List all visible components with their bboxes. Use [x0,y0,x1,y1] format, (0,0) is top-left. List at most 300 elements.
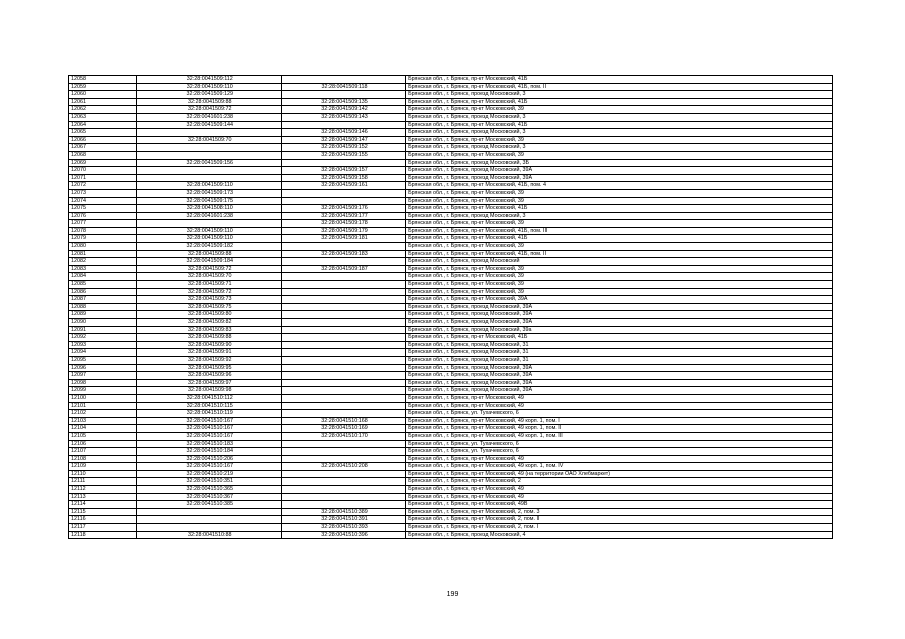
address-cell: Брянская обл., г. Брянск, проезд Московский, 3 [406,144,833,152]
cadastral-number-cell [136,174,281,182]
table-row [69,273,833,281]
table-row [69,98,833,106]
related-cadastral-number-cell [281,486,405,494]
address-cell: Брянская обл., г. Брянск, проезд Московский, 3Б [406,159,833,167]
table-body [69,76,833,539]
table-row [69,296,833,304]
table-row [69,516,833,524]
row-number-cell: 12059 [69,83,137,91]
related-cadastral-number-cell [281,440,405,448]
row-number-cell: 12079 [69,235,137,243]
row-number-cell: 12085 [69,281,137,289]
table-row [69,159,833,167]
table-row [69,387,833,395]
table-row [69,227,833,235]
address-cell: Брянская обл., г. Брянск, ул. Тухачевского, 6 [406,410,833,418]
cadastral-number-cell: 32:28:0041601:238 [136,212,281,220]
address-cell: Брянская обл., г. Брянск, проезд Московский, 39А [406,303,833,311]
related-cadastral-number-cell: 32:28:0041509:135 [281,98,405,106]
address-cell: Брянская обл., г. Брянск, пр-кт Московский, 39 [406,273,833,281]
address-cell: Брянская обл., г. Брянск, ул. Тухачевского, 6 [406,448,833,456]
address-cell: Брянская обл., г. Брянск, пр-кт Московский, 49В [406,501,833,509]
address-cell: Брянская обл., г. Брянск, проезд Московский, 4 [406,531,833,539]
table-row [69,243,833,251]
related-cadastral-number-cell [281,478,405,486]
related-cadastral-number-cell [281,334,405,342]
cadastral-number-cell: 32:28:0041510:167 [136,432,281,440]
cadastral-number-cell [136,129,281,137]
address-cell: Брянская обл., г. Брянск, пр-кт Московский, 49 корп. 1, пом. II [406,425,833,433]
cadastral-number-cell: 32:28:0041509:98 [136,387,281,395]
related-cadastral-number-cell [281,281,405,289]
related-cadastral-number-cell [281,243,405,251]
address-cell: Брянская обл., г. Брянск, проезд Московский, 39а [406,326,833,334]
cadastral-number-cell [136,508,281,516]
related-cadastral-number-cell: 32:28:0041509:152 [281,144,405,152]
related-cadastral-number-cell: 32:28:0041509:118 [281,83,405,91]
related-cadastral-number-cell [281,448,405,456]
address-cell: Брянская обл., г. Брянск, пр-кт Московский, 41Б [406,235,833,243]
cadastral-number-cell: 32:28:0041509:75 [136,303,281,311]
table-row [69,136,833,144]
cadastral-number-cell: 32:28:0041509:83 [136,326,281,334]
cadastral-number-cell: 32:28:0041509:110 [136,182,281,190]
table-row [69,91,833,99]
address-cell: Брянская обл., г. Брянск, пр-кт Московский, 41Б [406,76,833,84]
address-cell: Брянская обл., г. Брянск, пр-кт Московский, 41Б, пом. II [406,250,833,258]
cadastral-number-cell: 32:28:0041510:115 [136,402,281,410]
table-row [69,372,833,380]
related-cadastral-number-cell [281,258,405,266]
related-cadastral-number-cell: 32:28:0041510:169 [281,425,405,433]
address-cell: Брянская обл., г. Брянск, пр-кт Московский, 39 [406,197,833,205]
row-number-cell: 12091 [69,326,137,334]
related-cadastral-number-cell: 32:28:0041509:178 [281,220,405,228]
cadastral-number-cell: 32:28:0041509:88 [136,334,281,342]
cadastral-number-cell: 32:28:0041509:90 [136,341,281,349]
address-cell: Брянская обл., г. Брянск, пр-кт Московский, 41Б, пом. III [406,227,833,235]
row-number-cell: 12090 [69,319,137,327]
page-number: 199 [446,591,459,598]
cadastral-register-table [68,75,833,539]
row-number-cell: 12096 [69,364,137,372]
cadastral-number-cell [136,167,281,175]
row-number-cell: 12073 [69,189,137,197]
address-cell: Брянская обл., г. Брянск, проезд Московский, 3 [406,91,833,99]
related-cadastral-number-cell: 32:28:0041509:176 [281,205,405,213]
row-number-cell: 12108 [69,455,137,463]
row-number-cell: 12114 [69,501,137,509]
table-row [69,334,833,342]
row-number-cell: 12083 [69,265,137,273]
address-cell: Брянская обл., г. Брянск, пр-кт Московский, 49 [406,402,833,410]
row-number-cell: 12104 [69,425,137,433]
address-cell: Брянская обл., г. Брянск, проезд Московский, 39А [406,387,833,395]
table-row [69,394,833,402]
cadastral-number-cell: 32:28:0041510:351 [136,478,281,486]
table-row [69,121,833,129]
cadastral-number-cell [136,220,281,228]
address-cell: Брянская обл., г. Брянск, пр-кт Московский, 41Б [406,205,833,213]
table-row [69,265,833,273]
row-number-cell: 12082 [69,258,137,266]
row-number-cell: 12088 [69,303,137,311]
related-cadastral-number-cell: 32:28:0041510:208 [281,463,405,471]
cadastral-number-cell: 32:28:0041509:72 [136,106,281,114]
table-row [69,113,833,121]
cadastral-number-cell: 32:28:0041509:112 [136,76,281,84]
table-row [69,486,833,494]
row-number-cell: 12062 [69,106,137,114]
related-cadastral-number-cell [281,273,405,281]
cadastral-number-cell: 32:28:0041509:96 [136,372,281,380]
related-cadastral-number-cell [281,379,405,387]
related-cadastral-number-cell [281,394,405,402]
address-cell: Брянская обл., г. Брянск, пр-кт Московский, 41Б, пом. II [406,83,833,91]
table-row [69,220,833,228]
row-number-cell: 12070 [69,167,137,175]
cadastral-number-cell: 32:28:0041510:112 [136,394,281,402]
cadastral-number-cell: 32:28:0041509:182 [136,243,281,251]
cadastral-number-cell: 32:28:0041510:183 [136,440,281,448]
row-number-cell: 12074 [69,197,137,205]
row-number-cell: 12084 [69,273,137,281]
address-cell: Брянская обл., г. Брянск, пр-кт Московский, 39 [406,136,833,144]
row-number-cell: 12100 [69,394,137,402]
address-cell: Брянская обл., г. Брянск, проезд Московский, 3 [406,113,833,121]
table-row [69,501,833,509]
cadastral-number-cell: 32:28:0041510:167 [136,417,281,425]
table-row [69,144,833,152]
address-cell: Брянская обл., г. Брянск, пр-кт Московский, 49 [406,486,833,494]
table-row [69,235,833,243]
row-number-cell: 12089 [69,311,137,319]
cadastral-number-cell: 32:28:0041601:238 [136,113,281,121]
row-number-cell: 12110 [69,470,137,478]
table-row [69,356,833,364]
table-row [69,410,833,418]
address-cell: Брянская обл., г. Брянск, проезд Московский, 3 [406,212,833,220]
related-cadastral-number-cell: 32:28:0041509:143 [281,113,405,121]
table-row [69,281,833,289]
related-cadastral-number-cell: 32:28:0041509:158 [281,174,405,182]
related-cadastral-number-cell [281,197,405,205]
related-cadastral-number-cell [281,402,405,410]
related-cadastral-number-cell: 32:28:0041510:391 [281,516,405,524]
cadastral-number-cell: 32:28:0041510:367 [136,493,281,501]
row-number-cell: 12086 [69,288,137,296]
related-cadastral-number-cell [281,410,405,418]
row-number-cell: 12066 [69,136,137,144]
address-cell: Брянская обл., г. Брянск, проезд Московский, 39А [406,167,833,175]
address-cell: Брянская обл., г. Брянск, пр-кт Московский, 41Б [406,334,833,342]
table-row [69,463,833,471]
cadastral-number-cell: 32:28:0041509:95 [136,364,281,372]
table-row [69,364,833,372]
row-number-cell: 12105 [69,432,137,440]
table-row [69,182,833,190]
cadastral-number-cell: 32:28:0041509:70 [136,136,281,144]
cadastral-number-cell: 32:28:0041509:80 [136,311,281,319]
cadastral-number-cell: 32:28:0041509:71 [136,281,281,289]
address-cell: Брянская обл., г. Брянск, проезд Московский, 39А [406,372,833,380]
address-cell: Брянская обл., г. Брянск, проезд Московский, 31 [406,341,833,349]
address-cell: Брянская обл., г. Брянск, пр-кт Московский, 39 [406,189,833,197]
related-cadastral-number-cell: 32:28:0041509:155 [281,151,405,159]
table-row [69,258,833,266]
address-cell: Брянская обл., г. Брянск, пр-кт Московский, 39 [406,281,833,289]
address-cell: Брянская обл., г. Брянск, проезд Московский, 39А [406,174,833,182]
cadastral-number-cell: 32:28:0041510:219 [136,470,281,478]
address-cell: Брянская обл., г. Брянск, пр-кт Московский, 39 [406,243,833,251]
row-number-cell: 12069 [69,159,137,167]
cadastral-number-cell: 32:28:0041509:110 [136,235,281,243]
address-cell: Брянская обл., г. Брянск, пр-кт Московский, 39А [406,296,833,304]
cadastral-number-cell: 32:28:0041509:129 [136,91,281,99]
cadastral-number-cell: 32:28:0041509:72 [136,288,281,296]
row-number-cell: 12094 [69,349,137,357]
address-cell: Брянская обл., г. Брянск, пр-кт Московский, 2 [406,478,833,486]
table-row [69,76,833,84]
address-cell: Брянская обл., г. Брянск, проезд Московский, 39А [406,311,833,319]
address-cell: Брянская обл., г. Брянск, пр-кт Московский, 41Б [406,121,833,129]
cadastral-number-cell: 32:28:0041509:97 [136,379,281,387]
address-cell: Брянская обл., г. Брянск, пр-кт Московский, 49 (на территории ОАО Хлебмаркет) [406,470,833,478]
table-row [69,493,833,501]
row-number-cell: 12076 [69,212,137,220]
table-row [69,531,833,539]
row-number-cell: 12113 [69,493,137,501]
related-cadastral-number-cell: 32:28:0041509:142 [281,106,405,114]
row-number-cell: 12064 [69,121,137,129]
address-cell: Брянская обл., г. Брянск, пр-кт Московский, 49 [406,394,833,402]
related-cadastral-number-cell: 32:28:0041510:389 [281,508,405,516]
related-cadastral-number-cell: 32:28:0041510:168 [281,417,405,425]
cadastral-number-cell: 32:28:0041509:72 [136,265,281,273]
address-cell: Брянская обл., г. Брянск, пр-кт Московский, 49 [406,455,833,463]
related-cadastral-number-cell [281,349,405,357]
related-cadastral-number-cell [281,501,405,509]
cadastral-number-cell: 32:28:0041509:92 [136,356,281,364]
table-row [69,303,833,311]
cadastral-number-cell [136,144,281,152]
cadastral-number-cell: 32:28:0041509:88 [136,250,281,258]
related-cadastral-number-cell [281,455,405,463]
cadastral-number-cell: 32:28:0041510:184 [136,448,281,456]
address-cell: Брянская обл., г. Брянск, пр-кт Московский, 39 [406,151,833,159]
row-number-cell: 12068 [69,151,137,159]
related-cadastral-number-cell: 32:28:0041509:147 [281,136,405,144]
related-cadastral-number-cell: 32:28:0041509:177 [281,212,405,220]
related-cadastral-number-cell [281,319,405,327]
table-row [69,83,833,91]
address-cell: Брянская обл., г. Брянск, проезд Московский, 39А [406,379,833,387]
table-row [69,379,833,387]
address-cell: Брянская обл., г. Брянск, пр-кт Московский, 2, пом. 3 [406,508,833,516]
table-row [69,425,833,433]
related-cadastral-number-cell [281,356,405,364]
related-cadastral-number-cell [281,121,405,129]
address-cell: Брянская обл., г. Брянск, пр-кт Московский, 49 [406,493,833,501]
table-row [69,508,833,516]
related-cadastral-number-cell [281,470,405,478]
cadastral-number-cell: 32:28:0041510:206 [136,455,281,463]
table-row [69,151,833,159]
table-row [69,432,833,440]
address-cell: Брянская обл., г. Брянск, пр-кт Московский, 39 [406,220,833,228]
related-cadastral-number-cell [281,303,405,311]
row-number-cell: 12099 [69,387,137,395]
address-cell: Брянская обл., г. Брянск, проезд Московский, 39А [406,364,833,372]
table-row [69,341,833,349]
row-number-cell: 12115 [69,508,137,516]
row-number-cell: 12092 [69,334,137,342]
cadastral-number-cell: 32:28:0041508:110 [136,205,281,213]
address-cell: Брянская обл., г. Брянск, проезд Московский, 31 [406,356,833,364]
row-number-cell: 12102 [69,410,137,418]
related-cadastral-number-cell [281,91,405,99]
cadastral-number-cell: 32:28:0041509:184 [136,258,281,266]
related-cadastral-number-cell: 32:28:0041509:187 [281,265,405,273]
table-row [69,197,833,205]
row-number-cell: 12093 [69,341,137,349]
table-row [69,106,833,114]
row-number-cell: 12058 [69,76,137,84]
table-row [69,189,833,197]
related-cadastral-number-cell: 32:28:0041509:146 [281,129,405,137]
cadastral-number-cell: 32:28:0041510:385 [136,501,281,509]
cadastral-number-cell [136,516,281,524]
row-number-cell: 12109 [69,463,137,471]
address-cell: Брянская обл., г. Брянск, пр-кт Московский, 41Б, пом. 4 [406,182,833,190]
address-cell: Брянская обл., г. Брянск, пр-кт Московский, 49 корп. 1, пом. I [406,417,833,425]
related-cadastral-number-cell [281,372,405,380]
related-cadastral-number-cell: 32:28:0041510:170 [281,432,405,440]
row-number-cell: 12098 [69,379,137,387]
row-number-cell: 12061 [69,98,137,106]
cadastral-number-cell: 32:28:0041509:156 [136,159,281,167]
related-cadastral-number-cell [281,296,405,304]
table-row [69,250,833,258]
cadastral-number-cell: 32:28:0041509:144 [136,121,281,129]
related-cadastral-number-cell: 32:28:0041509:157 [281,167,405,175]
address-cell: Брянская обл., г. Брянск, ул. Тухачевского, 6 [406,440,833,448]
cadastral-number-cell [136,151,281,159]
table-row [69,167,833,175]
row-number-cell: 12117 [69,524,137,532]
row-number-cell: 12063 [69,113,137,121]
related-cadastral-number-cell [281,387,405,395]
related-cadastral-number-cell: 32:28:0041510:393 [281,524,405,532]
related-cadastral-number-cell: 32:28:0041509:179 [281,227,405,235]
table-row [69,129,833,137]
row-number-cell: 12118 [69,531,137,539]
related-cadastral-number-cell: 32:28:0041510:396 [281,531,405,539]
related-cadastral-number-cell [281,341,405,349]
table-row [69,319,833,327]
address-cell: Брянская обл., г. Брянск, проезд Московский, 39А [406,319,833,327]
row-number-cell: 12067 [69,144,137,152]
address-cell: Брянская обл., г. Брянск, пр-кт Московский, 49 корп. 1, пом. III [406,432,833,440]
cadastral-number-cell: 32:28:0041510:119 [136,410,281,418]
related-cadastral-number-cell [281,493,405,501]
address-cell: Брянская обл., г. Брянск, пр-кт Московский, 49 корп. 1, пом. IV [406,463,833,471]
address-cell: Брянская обл., г. Брянск, проезд Московский, 3 [406,129,833,137]
cadastral-number-cell: 32:28:0041509:82 [136,319,281,327]
address-cell: Брянская обл., г. Брянск, пр-кт Московский, 39 [406,106,833,114]
row-number-cell: 12106 [69,440,137,448]
table-row [69,455,833,463]
row-number-cell: 12065 [69,129,137,137]
table-row [69,417,833,425]
address-cell: Брянская обл., г. Брянск, проезд Московский [406,258,833,266]
table-row [69,524,833,532]
address-cell: Брянская обл., г. Брянск, пр-кт Московский, 39 [406,288,833,296]
related-cadastral-number-cell [281,76,405,84]
related-cadastral-number-cell [281,189,405,197]
cadastral-number-cell: 32:28:0041509:110 [136,227,281,235]
table-row [69,212,833,220]
related-cadastral-number-cell: 32:28:0041509:183 [281,250,405,258]
row-number-cell: 12072 [69,182,137,190]
row-number-cell: 12107 [69,448,137,456]
table-row [69,326,833,334]
row-number-cell: 12080 [69,243,137,251]
cadastral-number-cell: 32:28:0041510:167 [136,463,281,471]
related-cadastral-number-cell: 32:28:0041509:181 [281,235,405,243]
row-number-cell: 12112 [69,486,137,494]
table-row [69,478,833,486]
address-cell: Брянская обл., г. Брянск, пр-кт Московский, 2, пом. II [406,516,833,524]
table-row [69,205,833,213]
cadastral-number-cell: 32:28:0041509:110 [136,83,281,91]
row-number-cell: 12075 [69,205,137,213]
table-row [69,402,833,410]
related-cadastral-number-cell [281,364,405,372]
cadastral-number-cell: 32:28:0041510:88 [136,531,281,539]
table-row [69,448,833,456]
row-number-cell: 12095 [69,356,137,364]
table-row [69,470,833,478]
row-number-cell: 12116 [69,516,137,524]
table-row [69,288,833,296]
cadastral-number-cell: 32:28:0041509:73 [136,296,281,304]
row-number-cell: 12097 [69,372,137,380]
related-cadastral-number-cell [281,288,405,296]
row-number-cell: 12078 [69,227,137,235]
table-row [69,349,833,357]
related-cadastral-number-cell: 32:28:0041509:161 [281,182,405,190]
row-number-cell: 12077 [69,220,137,228]
related-cadastral-number-cell [281,326,405,334]
row-number-cell: 12071 [69,174,137,182]
address-cell: Брянская обл., г. Брянск, пр-кт Московский, 41Б [406,98,833,106]
cadastral-number-cell: 32:28:0041509:91 [136,349,281,357]
row-number-cell: 12060 [69,91,137,99]
cadastral-number-cell: 32:28:0041509:70 [136,273,281,281]
table-row [69,174,833,182]
cadastral-number-cell: 32:28:0041510:365 [136,486,281,494]
cadastral-number-cell: 32:28:0041509:175 [136,197,281,205]
address-cell: Брянская обл., г. Брянск, проезд Московский, 31 [406,349,833,357]
row-number-cell: 12103 [69,417,137,425]
related-cadastral-number-cell [281,159,405,167]
row-number-cell: 12087 [69,296,137,304]
row-number-cell: 12081 [69,250,137,258]
row-number-cell: 12111 [69,478,137,486]
row-number-cell: 12101 [69,402,137,410]
address-cell: Брянская обл., г. Брянск, пр-кт Московский, 2, пом. I [406,524,833,532]
